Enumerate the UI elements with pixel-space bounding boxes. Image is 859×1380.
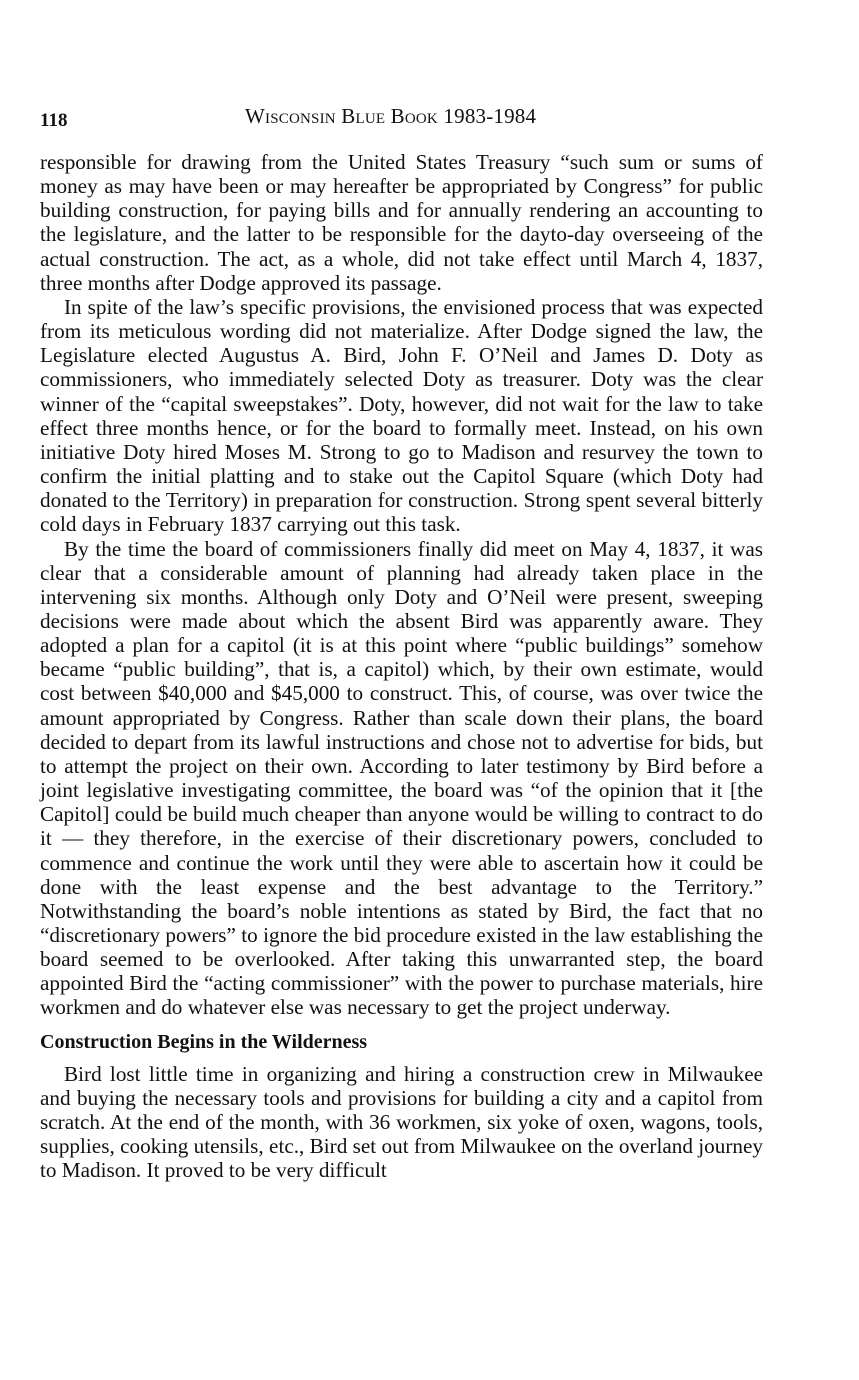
page-number: 118 [40, 110, 68, 131]
paragraph-construction-crew: Bird lost little time in organizing and hiring a construction crew in Milwaukee and buying the necessary tools and provisions for building a city and a capitol from scratch. At the end of the month, with 36 workmen, six yoke of oxen, wagons, tools, supplies, cooking utensils, etc., Bird set out from Milwaukee on the overland journey to Madison. It proved to be very difficult [40, 1061, 763, 1183]
body-text [40, 150, 763, 1182]
paragraph-law-provisions: In spite of the law’s specific provisions, the envisioned process that was expected from its meticulous wording did not materialize. After Dodge signed the law, the Legislature elected Augustus A. Bird, John F. O’Neil and James D. Doty as commissioners, who immediately selected Doty as treasurer. Doty was the clear winner of the “capital sweepstakes”. Doty, however, did not wait for the law to take effect three months hence, or for the board to formally meet. Instead, on his own initiative Doty hired Moses M. Strong to go to Madison and resurvey the town to confirm the initial platting and to stake out the Capitol Square (which Doty had donated to the Territory) in preparation for construction. Strong spent several bitterly cold days in February 1837 carrying out this task. [40, 294, 763, 537]
book-page [40, 0, 763, 1380]
section-heading: Construction Begins in the Wilderness [40, 1030, 368, 1053]
paragraph-board-meeting: By the time the board of commissioners finally did meet on May 4, 1837, it was clear that a considerable amount of planning had already taken place in the intervening six months. Although only Doty and O’Neil were present, sweeping decisions were made about which the absent Bird was apparently aware. They adopted a plan for a capitol (it is at this point where “public buildings” somehow became “public building”, that is, a capitol) which, by their own estimate, would cost between $40,000 and $45,000 to construct. This, of course, was over twice the amount appropriated by Congress. Rather than scale down their plans, the board decided to depart from its lawful instructions and chose not to advertise for bids, but to attempt the project on their own. According to later testimony by Bird before a joint legislative investigating committee, the board was “of the opinion that it [the Capitol] could be build much cheaper than anyone would be willing to contract to do it — they therefore, in the exercise of their discretionary powers, concluded to commence and continue the work until they were able to ascertain how it could be done with the least expense and the best advantage to the Territory.” Notwithstanding the board’s noble intentions as stated by Bird, the fact that no “discretionary powers” to ignore the bid procedure existed in the law establishing the board seemed to be overlooked. After taking this unwarranted step, the board appointed Bird the “acting commissioner” with the power to purchase materials, hire workmen and do whatever else was necessary to get the project underway. [40, 536, 763, 1020]
paragraph-continued: responsible for drawing from the United States Treasury “such sum or sums of money as may have been or may hereafter be appropriated by Congress” for public building construction, for paying bills and for annually rendering an accounting to the legislature, and the latter to be responsible for the dayto-day overseeing of the actual construction. The act, as a whole, did not take effect until March 4, 1837, three months after Dodge approved its passage. [40, 150, 763, 295]
running-head [40, 104, 763, 134]
book-title: Wisconsin Blue Book 1983-1984 [245, 104, 537, 128]
